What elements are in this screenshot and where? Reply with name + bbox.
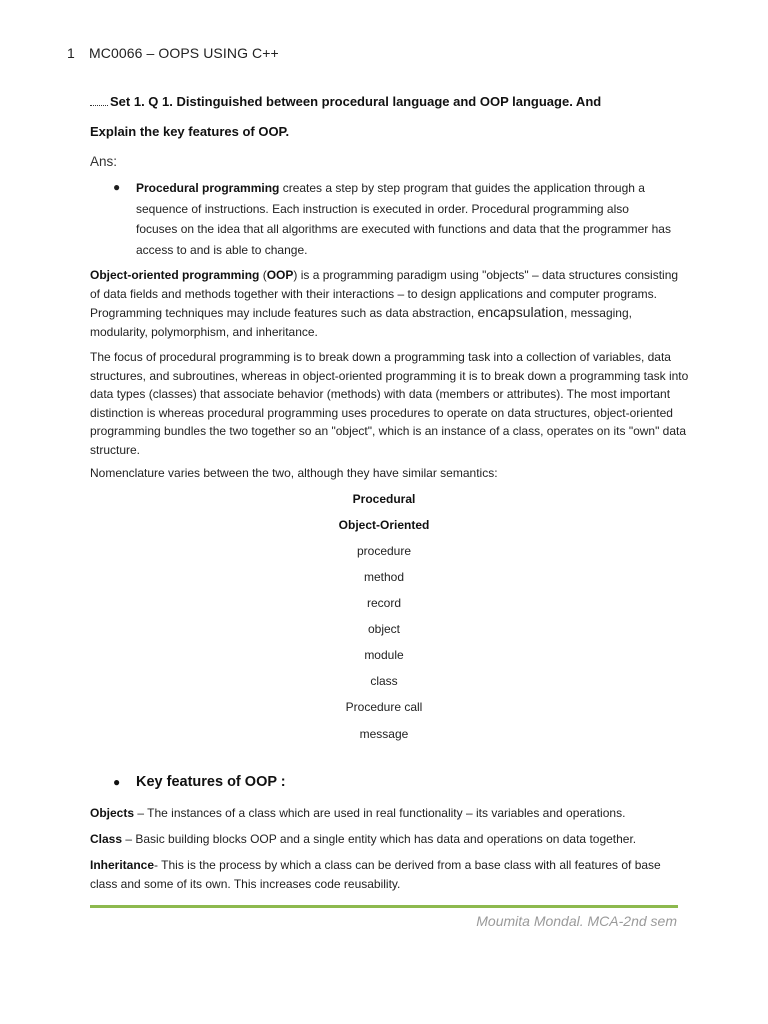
- procedural-bullet: [136, 178, 671, 261]
- footer-author: Moumita Mondal. MCA-2nd sem: [476, 913, 677, 929]
- bullet-dot-icon: ●: [113, 775, 121, 790]
- oop-paragraph: [90, 266, 690, 341]
- bullet-dot-icon: ●: [113, 180, 121, 194]
- key-features-heading: [113, 774, 286, 790]
- page-number: 1: [67, 45, 75, 61]
- page-header: [67, 45, 279, 61]
- term-item: message: [359, 727, 409, 741]
- footer-rule: [90, 905, 678, 908]
- question-heading-line2: Explain the key features of OOP.: [90, 124, 290, 139]
- encapsulation-word: encapsulation: [477, 304, 564, 320]
- document-title: MC0066 – OOPS USING C++: [89, 45, 279, 61]
- oop-text-3: , messaging, modularity, polymorphism, and inheritance.: [90, 306, 632, 339]
- term-item: module: [364, 648, 404, 662]
- oop-text-1: (: [259, 268, 267, 282]
- inheritance-definition: [90, 856, 690, 893]
- class-definition: [90, 830, 690, 849]
- key-features-title: Key features of OOP :: [136, 774, 286, 790]
- procedural-term: Procedural programming: [136, 181, 280, 195]
- oop-abbrev: OOP: [266, 268, 294, 282]
- inheritance-term: Inheritance: [90, 858, 155, 872]
- term-item: class: [370, 674, 398, 688]
- term-item: object: [367, 622, 401, 636]
- oop-term: Object-oriented programming: [90, 268, 260, 282]
- class-desc: – Basic building blocks OOP and a single entity which has data and operations on data together.: [122, 832, 637, 846]
- term-item: Procedure call: [345, 700, 423, 714]
- objects-desc: – The instances of a class which are used in real functionality – its variables and operations.: [134, 806, 626, 820]
- oop-text-2: ) is a programming paradigm using "objects" – data structures consisting of data fields and methods together with their interactions – to design applications and computer programs. Programming techniques may include features such as data abstraction,: [90, 268, 679, 320]
- nomenclature-line: Nomenclature varies between the two, although they have similar semantics:: [90, 466, 498, 480]
- objects-definition: [90, 804, 690, 823]
- focus-paragraph: The focus of procedural programming is to break down a programming task into a collection of variables, data structures, and subroutines, whereas in object-oriented programming it is to break down a programming task into data types (classes) that associate behavior (methods) with data (members or attributes). The most important distinction is whereas procedural programming uses procedures to operate on data structures, object-oriented programming bundles the two together so an "object", which is an instance of a class, operates on its "own" data structure.: [90, 350, 689, 457]
- term-item: method: [363, 570, 405, 584]
- question-heading-line1: [90, 94, 650, 109]
- question-text-1: Set 1. Q 1. Distinguished between procedural language and OOP language. And: [110, 94, 602, 109]
- term-item: procedure: [356, 544, 412, 558]
- procedural-desc: creates a step by step program that guides the application through a sequence of instructions. Each instruction is executed in order. Procedural programming also focuses on the idea that all algorithms are executed with functions and data that the programmer has access to and is able to change.: [136, 181, 671, 258]
- heading-marker: [90, 102, 108, 106]
- objects-term: Objects: [90, 806, 135, 820]
- object-oriented-heading: Object-Oriented: [338, 518, 430, 532]
- inheritance-desc: - This is the process by which a class can be derived from a base class with all features of base class and some of its own. This increases code reusability.: [90, 858, 661, 891]
- ans-label: Ans:: [90, 154, 118, 169]
- procedural-heading: Procedural: [352, 492, 416, 506]
- term-item: record: [366, 596, 401, 610]
- class-term: Class: [90, 832, 123, 846]
